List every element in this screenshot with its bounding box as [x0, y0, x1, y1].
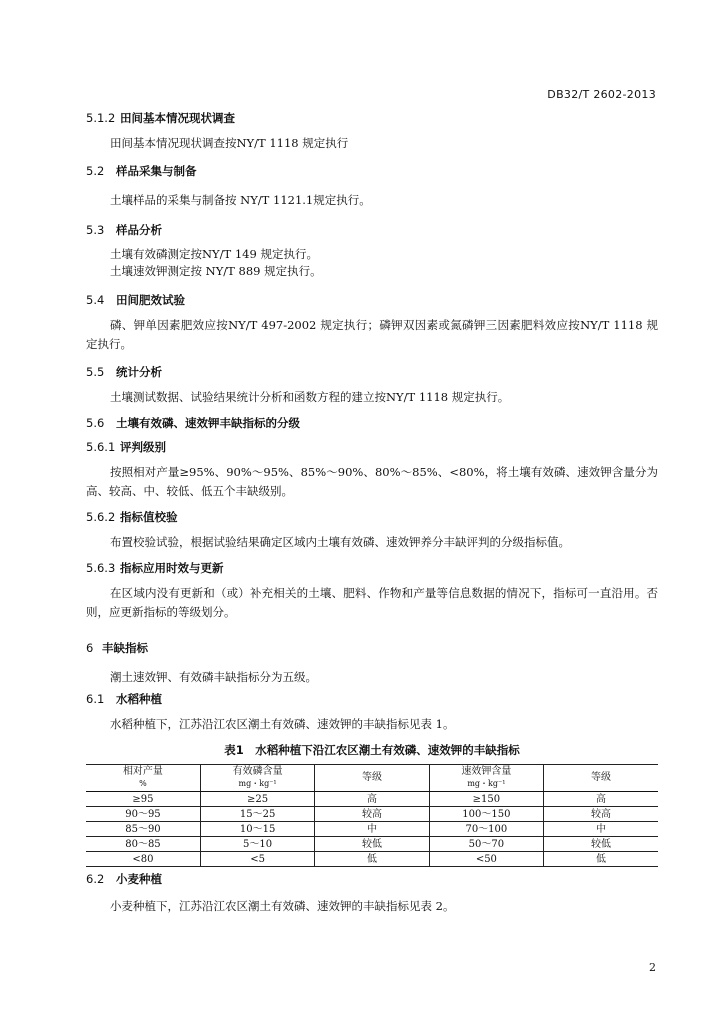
table-cell: ≥150 [429, 792, 543, 807]
heading-5-6-1: 5.6.1 评判级别 [86, 440, 166, 454]
heading-5-6-2: 5.6.2 指标值校验 [86, 510, 178, 524]
table-row [86, 837, 658, 852]
table-cell: ≥95 [86, 792, 200, 807]
table-cell: 高 [544, 792, 658, 807]
table-cell: <80 [86, 852, 200, 867]
table-cell: 80～85 [86, 837, 200, 852]
header-grade-k: 等级 [544, 765, 658, 792]
table-cell: ≥25 [200, 792, 314, 807]
table-cell: 较低 [544, 837, 658, 852]
heading-5-1-2: 5.1.2 田间基本情况现状调查 [86, 111, 235, 125]
paragraph-5-3-b: 土壤速效钾测定按 NY/T 889 规定执行。 [110, 264, 322, 278]
table-1 [86, 764, 658, 867]
table-cell: 90～95 [86, 807, 200, 822]
table-header-row [86, 765, 658, 792]
table-cell: 中 [315, 822, 429, 837]
paragraph-5-6-3: 在区域内没有更新和（或）补充相关的土壤、肥料、作物和产量等信息数据的情况下，指标可一直沿用。否则，应更新指标的等级划分。 [86, 586, 658, 619]
table-cell: 15～25 [200, 807, 314, 822]
heading-6-2: 6.2 小麦种植 [86, 872, 162, 886]
heading-6-1: 6.1 水稻种植 [86, 692, 162, 706]
table-cell: 较低 [315, 837, 429, 852]
paragraph-6-2: 小麦种植下，江苏沿江农区潮土有效磷、速效钾的丰缺指标见表 2。 [110, 899, 455, 913]
table-cell: 低 [544, 852, 658, 867]
document-code: DB32/T 2602-2013 [547, 88, 656, 101]
paragraph-5-6-2: 布置校验试验，根据试验结果确定区域内土壤有效磷、速效钾养分丰缺评判的分级指标值。 [110, 535, 570, 549]
table-cell: 低 [315, 852, 429, 867]
header-grade-p: 等级 [315, 765, 429, 792]
paragraph-5-2: 土壤样品的采集与制备按 NY/T 1121.1规定执行。 [110, 193, 371, 207]
heading-5-6: 5.6 土壤有效磷、速效钾丰缺指标的分级 [86, 416, 300, 430]
table-cell: 高 [315, 792, 429, 807]
heading-5-6-3: 5.6.3 指标应用时效与更新 [86, 561, 224, 575]
table-cell: 较高 [315, 807, 429, 822]
table-row [86, 792, 658, 807]
table-row [86, 807, 658, 822]
heading-5-4: 5.4 田间肥效试验 [86, 293, 185, 307]
header-relative-yield: 相对产量 % [86, 765, 200, 792]
heading-5-2: 5.2 样品采集与制备 [86, 164, 197, 178]
table-cell: 中 [544, 822, 658, 837]
table-cell: 100～150 [429, 807, 543, 822]
page-number: 2 [649, 961, 656, 974]
paragraph-6: 潮土速效钾、有效磷丰缺指标分为五级。 [110, 670, 317, 684]
document-body [86, 110, 658, 916]
header-available-potassium: 速效钾含量 mg・kg⁻¹ [429, 765, 543, 792]
table-cell: 50～70 [429, 837, 543, 852]
table-cell: 5～10 [200, 837, 314, 852]
table-cell: 10～15 [200, 822, 314, 837]
paragraph-5-6-1: 按照相对产量≥95%、90%～95%、85%～90%、80%～85%、<80%，将土壤有效磷、速效钾含量分为高、较高、中、较低、低五个丰缺级别。 [86, 465, 658, 498]
paragraph-5-5: 土壤测试数据、试验结果统计分析和函数方程的建立按NY/T 1118 规定执行。 [110, 390, 510, 404]
table-cell: 85～90 [86, 822, 200, 837]
paragraph-5-3-a: 土壤有效磷测定按NY/T 149 规定执行。 [110, 247, 318, 261]
heading-6: 6 丰缺指标 [86, 641, 148, 655]
heading-5-3: 5.3 样品分析 [86, 223, 162, 237]
heading-5-5: 5.5 统计分析 [86, 365, 162, 379]
table-cell: <5 [200, 852, 314, 867]
table-cell: 70～100 [429, 822, 543, 837]
table-row [86, 822, 658, 837]
header-available-phosphorus: 有效磷含量 mg・kg⁻¹ [200, 765, 314, 792]
table-row [86, 852, 658, 867]
paragraph-5-4: 磷、钾单因素肥效应按NY/T 497-2002 规定执行；磷钾双因素或氮磷钾三因素肥料效应按NY/T 1118 规定执行。 [86, 318, 658, 351]
table-cell: 较高 [544, 807, 658, 822]
paragraph-5-1-2: 田间基本情况现状调查按NY/T 1118 规定执行 [110, 136, 349, 150]
table-1-caption: 表1 水稻种植下沿江农区潮土有效磷、速效钾的丰缺指标 [224, 743, 520, 757]
table-cell: <50 [429, 852, 543, 867]
paragraph-6-1: 水稻种植下，江苏沿江农区潮土有效磷、速效钾的丰缺指标见表 1。 [110, 717, 455, 731]
